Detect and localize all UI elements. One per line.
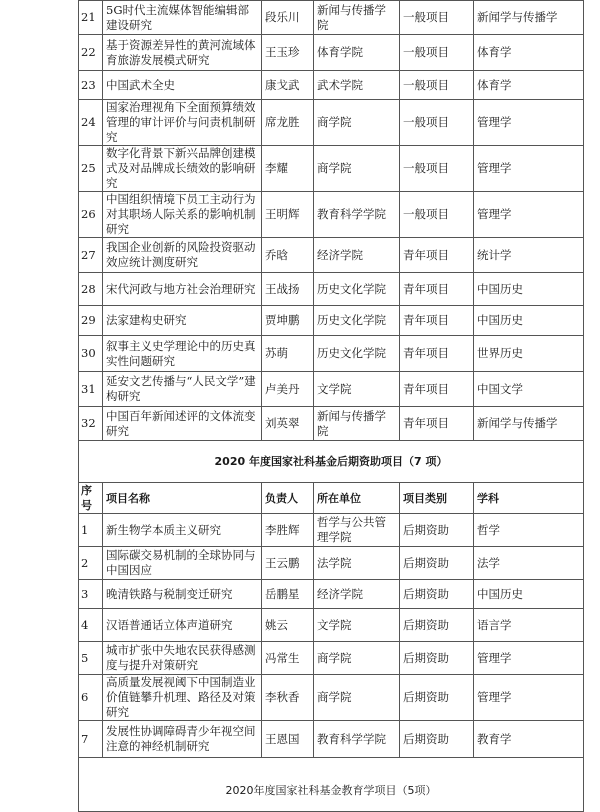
header-unit: 所在单位: [314, 483, 400, 514]
cell-unit: 商学院: [314, 675, 400, 721]
cell-category: 后期资助: [400, 609, 474, 642]
cell-leader: 苏萌: [262, 336, 314, 372]
cell-title: 高质量发展视阈下中国制造业价值链攀升机理、路径及对策研究: [103, 675, 262, 721]
cell-discipline: 中国历史: [474, 580, 584, 609]
cell-unit: 教育科学学院: [314, 721, 400, 758]
header-category: 项目类别: [400, 483, 474, 514]
spacer-row: [79, 758, 584, 771]
spacer-cell: [79, 758, 584, 771]
cell-category: 后期资助: [400, 675, 474, 721]
cell-category: 青年项目: [400, 407, 474, 441]
cell-leader: 姚云: [262, 609, 314, 642]
table-row: [79, 407, 584, 441]
cell-no: 1: [79, 514, 103, 547]
cell-no: 24: [79, 100, 103, 146]
cell-title: 国家治理视角下全面预算绩效管理的审计评价与问责机制研究: [103, 100, 262, 146]
cell-no: 25: [79, 146, 103, 192]
cell-leader: 李秋香: [262, 675, 314, 721]
cell-discipline: 管理学: [474, 675, 584, 721]
cell-discipline: 管理学: [474, 192, 584, 238]
cell-no: 31: [79, 372, 103, 407]
cell-title: 叙事主义史学理论中的历史真实性问题研究: [103, 336, 262, 372]
cell-unit: 经济学院: [314, 238, 400, 273]
table-row: [79, 100, 584, 146]
table-row: [79, 372, 584, 407]
cell-leader: 王战扬: [262, 273, 314, 306]
cell-category: 青年项目: [400, 238, 474, 273]
cell-unit: 历史文化学院: [314, 306, 400, 336]
cell-no: 32: [79, 407, 103, 441]
cell-category: 一般项目: [400, 192, 474, 238]
cell-leader: 席龙胜: [262, 100, 314, 146]
header-no: 序号: [79, 483, 103, 514]
cell-no: 2: [79, 547, 103, 580]
cell-no: 30: [79, 336, 103, 372]
cell-category: 后期资助: [400, 580, 474, 609]
cell-title: 汉语普通话立体声道研究: [103, 609, 262, 642]
cell-discipline: 新闻学与传播学: [474, 1, 584, 35]
cell-category: 一般项目: [400, 146, 474, 192]
cell-leader: 乔晗: [262, 238, 314, 273]
cell-leader: 卢美丹: [262, 372, 314, 407]
cell-title: 我国企业创新的风险投资驱动效应统计测度研究: [103, 238, 262, 273]
cell-title: 延安文艺传播与“人民文学”建构研究: [103, 372, 262, 407]
cell-discipline: 统计学: [474, 238, 584, 273]
cell-discipline: 中国文学: [474, 372, 584, 407]
cell-leader: 刘英翠: [262, 407, 314, 441]
cell-discipline: 体育学: [474, 35, 584, 71]
cell-leader: 王明辉: [262, 192, 314, 238]
cell-leader: 岳鹏星: [262, 580, 314, 609]
projects-table: [78, 0, 584, 812]
table-row: [79, 146, 584, 192]
cell-discipline: 语言学: [474, 609, 584, 642]
cell-no: 28: [79, 273, 103, 306]
cell-unit: 体育学院: [314, 35, 400, 71]
cell-no: 26: [79, 192, 103, 238]
cell-discipline: 管理学: [474, 146, 584, 192]
table-row: [79, 336, 584, 372]
table-row: [79, 721, 584, 758]
table-row: [79, 675, 584, 721]
table-row: [79, 238, 584, 273]
cell-leader: 康戈武: [262, 71, 314, 100]
cell-category: 一般项目: [400, 71, 474, 100]
cell-title: 晚清铁路与税制变迁研究: [103, 580, 262, 609]
cell-category: 后期资助: [400, 721, 474, 758]
cell-category: 后期资助: [400, 547, 474, 580]
cell-title: 数字化背景下新兴品牌创建模式及对品牌成长绩效的影响研究: [103, 146, 262, 192]
cell-discipline: 世界历史: [474, 336, 584, 372]
cell-title: 新生物学本质主义研究: [103, 514, 262, 547]
cell-no: 21: [79, 1, 103, 35]
cell-category: 后期资助: [400, 642, 474, 675]
cell-unit: 武术学院: [314, 71, 400, 100]
cell-title: 城市扩张中失地农民获得感测度与提升对策研究: [103, 642, 262, 675]
cell-category: 青年项目: [400, 372, 474, 407]
cell-unit: 文学院: [314, 372, 400, 407]
cell-title: 5G时代主流媒体智能编辑部建设研究: [103, 1, 262, 35]
table-row: [79, 71, 584, 100]
cell-no: 22: [79, 35, 103, 71]
cell-category: 青年项目: [400, 273, 474, 306]
cell-discipline: 管理学: [474, 642, 584, 675]
cell-no: 27: [79, 238, 103, 273]
later-projects-body: [79, 514, 584, 758]
cell-discipline: 中国历史: [474, 306, 584, 336]
edu-section: [79, 758, 584, 812]
cell-unit: 新闻与传播学院: [314, 407, 400, 441]
cell-title: 中国武术全史: [103, 71, 262, 100]
cell-leader: 李胜辉: [262, 514, 314, 547]
cell-leader: 王云鹏: [262, 547, 314, 580]
cell-discipline: 管理学: [474, 100, 584, 146]
section-title-later: 2020 年度国家社科基金后期资助项目（7 项）: [79, 441, 584, 483]
cell-discipline: 教育学: [474, 721, 584, 758]
cell-unit: 新闻与传播学院: [314, 1, 400, 35]
table-row: [79, 273, 584, 306]
cell-category: 一般项目: [400, 1, 474, 35]
cell-unit: 哲学与公共管理学院: [314, 514, 400, 547]
section-title-row: [79, 770, 584, 812]
cell-leader: 贾坤鹏: [262, 306, 314, 336]
cell-no: 23: [79, 71, 103, 100]
cell-unit: 经济学院: [314, 580, 400, 609]
cell-title: 基于资源差异性的黄河流域体育旅游发展模式研究: [103, 35, 262, 71]
table-row: [79, 609, 584, 642]
cell-leader: 李耀: [262, 146, 314, 192]
header-title: 项目名称: [103, 483, 262, 514]
cell-title: 宋代河政与地方社会治理研究: [103, 273, 262, 306]
cell-title: 国际碳交易机制的全球协同与中国因应: [103, 547, 262, 580]
table-row: [79, 547, 584, 580]
table-row: [79, 306, 584, 336]
cell-category: 青年项目: [400, 336, 474, 372]
section-title-edu: 2020年度国家社科基金教育学项目（5项）: [79, 770, 584, 812]
header-leader: 负责人: [262, 483, 314, 514]
cell-leader: 王恩国: [262, 721, 314, 758]
header-discipline: 学科: [474, 483, 584, 514]
cell-discipline: 中国历史: [474, 273, 584, 306]
cell-unit: 历史文化学院: [314, 336, 400, 372]
cell-category: 一般项目: [400, 35, 474, 71]
cell-title: 中国百年新闻述评的文体流变研究: [103, 407, 262, 441]
cell-category: 一般项目: [400, 100, 474, 146]
cell-unit: 商学院: [314, 642, 400, 675]
table-row: [79, 580, 584, 609]
cell-discipline: 体育学: [474, 71, 584, 100]
cell-no: 7: [79, 721, 103, 758]
general-projects-body: [79, 1, 584, 441]
cell-no: 6: [79, 675, 103, 721]
cell-discipline: 新闻学与传播学: [474, 407, 584, 441]
cell-unit: 法学院: [314, 547, 400, 580]
table-row: [79, 514, 584, 547]
cell-unit: 历史文化学院: [314, 273, 400, 306]
section-title-row: [79, 441, 584, 483]
table-row: [79, 1, 584, 35]
cell-title: 发展性协调障碍青少年视空间注意的神经机制研究: [103, 721, 262, 758]
cell-no: 29: [79, 306, 103, 336]
cell-discipline: 哲学: [474, 514, 584, 547]
cell-no: 3: [79, 580, 103, 609]
cell-unit: 文学院: [314, 609, 400, 642]
cell-leader: 王玉珍: [262, 35, 314, 71]
cell-leader: 冯常生: [262, 642, 314, 675]
cell-unit: 商学院: [314, 146, 400, 192]
later-section: [79, 441, 584, 514]
table-row: [79, 192, 584, 238]
cell-no: 5: [79, 642, 103, 675]
table-row: [79, 35, 584, 71]
cell-leader: 段乐川: [262, 1, 314, 35]
table-header-row: [79, 483, 584, 514]
cell-no: 4: [79, 609, 103, 642]
table-row: [79, 642, 584, 675]
cell-category: 青年项目: [400, 306, 474, 336]
cell-category: 后期资助: [400, 514, 474, 547]
cell-unit: 商学院: [314, 100, 400, 146]
cell-discipline: 法学: [474, 547, 584, 580]
cell-title: 中国组织情境下员工主动行为对其职场人际关系的影响机制研究: [103, 192, 262, 238]
cell-title: 法家建构史研究: [103, 306, 262, 336]
cell-unit: 教育科学学院: [314, 192, 400, 238]
